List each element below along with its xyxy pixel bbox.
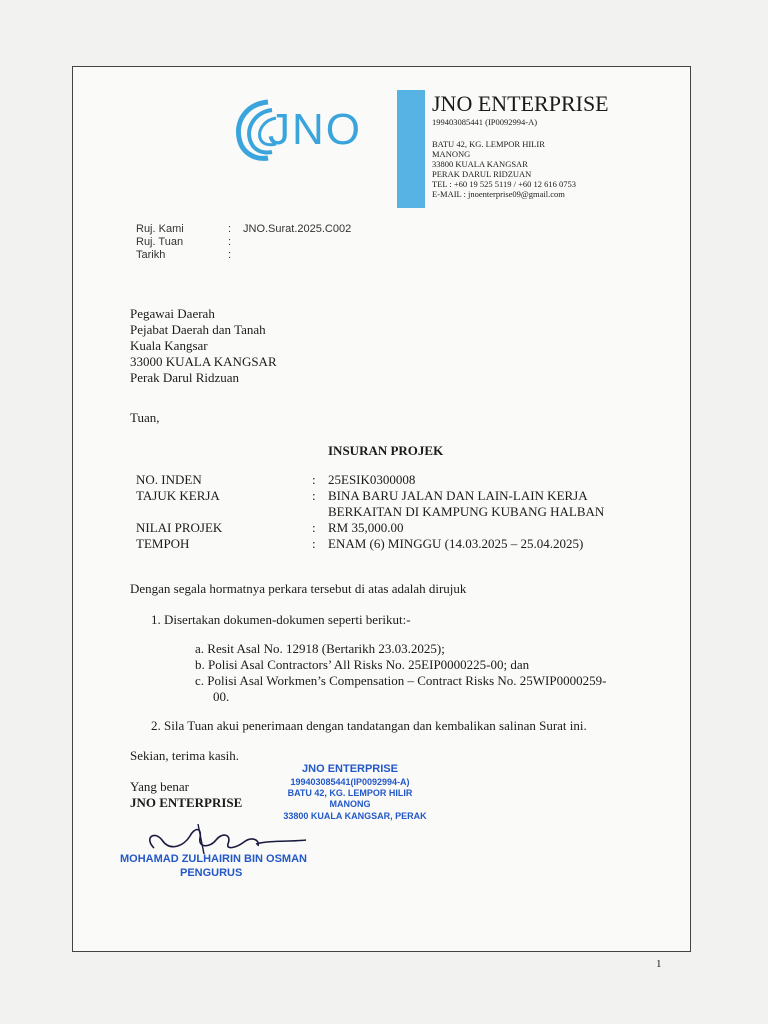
item-2: 2. Sila Tuan akui penerimaan dengan tandatangan dan kembalikan salinan Surat ini. (151, 718, 587, 733)
tajuk-value-line-2: BERKAITAN DI KAMPUNG KUBANG HALBAN (328, 504, 605, 519)
recipient-line-4: 33000 KUALA KANGSAR (130, 354, 277, 369)
signatory-title: PENGURUS (180, 867, 243, 879)
recipient-line-1: Pegawai Daerah (130, 306, 215, 321)
stamp-line-1: JNO ENTERPRISE (302, 763, 398, 775)
nilai-label: NILAI PROJEK (136, 520, 223, 535)
address-line-1: BATU 42, KG. LEMPOR HILIR (432, 139, 545, 149)
item-1: 1. Disertakan dokumen-dokumen seperti berikut:- (151, 612, 411, 627)
subitem-c: c. Polisi Asal Workmen’s Compensation – Contract Risks No. 25WIP0000259- (195, 673, 607, 688)
address-line-4: PERAK DARUL RIDZUAN (432, 169, 532, 179)
intro-paragraph: Dengan segala hormatnya perkara tersebut di atas adalah dirujuk (130, 581, 467, 596)
subitem-a: a. Resit Asal No. 12918 (Bertarikh 23.03.2025); (195, 641, 445, 656)
ref-colon-3: : (228, 249, 232, 261)
ref-colon-2: : (228, 236, 232, 248)
letterhead-accent-bar (397, 90, 425, 208)
stamp-line-4: MANONG (329, 799, 371, 809)
detail-colon-3: : (312, 520, 316, 535)
inden-value: 25ESIK0300008 (328, 472, 416, 487)
recipient-line-5: Perak Darul Ridzuan (130, 370, 240, 385)
ref-colon-1: : (228, 223, 232, 235)
ref-label-tuan: Ruj. Tuan (136, 236, 184, 248)
ref-value-kami: JNO.Surat.2025.C002 (243, 223, 352, 235)
tempoh-value: ENAM (6) MINGGU (14.03.2025 – 25.04.2025) (328, 536, 584, 551)
subitem-c-continued: 00. (213, 689, 230, 704)
inden-label: NO. INDEN (136, 472, 202, 487)
company-email: E-MAIL : jnoenterprise09@gmail.com (432, 189, 565, 199)
ref-label-tarikh: Tarikh (136, 249, 166, 261)
detail-colon-1: : (312, 472, 316, 487)
stamp-line-2: 199403085441(IP0092994-A) (290, 777, 410, 787)
salutation: Tuan, (130, 410, 160, 425)
company-tel: TEL : +60 19 525 5119 / +60 12 616 0753 (432, 179, 577, 189)
tajuk-label: TAJUK KERJA (136, 488, 220, 503)
logo-text: JNO (268, 105, 362, 154)
company-reg-no: 199403085441 (IP0092994-A) (432, 117, 538, 127)
recipient-line-3: Kuala Kangsar (130, 338, 208, 353)
page-number: 1 (656, 958, 662, 970)
stamp-line-5: 33800 KUALA KANGSAR, PERAK (283, 811, 427, 821)
address-line-3: 33800 KUALA KANGSAR (432, 159, 528, 169)
company-name: JNO ENTERPRISE (432, 91, 609, 116)
signatory-name: MOHAMAD ZULHAIRIN BIN OSMAN (120, 853, 307, 865)
address-line-2: MANONG (432, 149, 471, 159)
subitem-b: b. Polisi Asal Contractors’ All Risks No. 25EIP0000225-00; dan (195, 657, 530, 672)
ref-label-kami: Ruj. Kami (136, 223, 184, 235)
detail-colon-2: : (312, 488, 316, 503)
tempoh-label: TEMPOH (136, 536, 190, 551)
tajuk-value-line-1: BINA BARU JALAN DAN LAIN-LAIN KERJA (328, 488, 588, 503)
detail-colon-4: : (312, 536, 316, 551)
yours-faithfully: Yang benar (130, 779, 189, 794)
closing: Sekian, terima kasih. (130, 748, 240, 763)
signature-company: JNO ENTERPRISE (130, 795, 243, 810)
recipient-line-2: Pejabat Daerah dan Tanah (130, 322, 266, 337)
stamp-line-3: BATU 42, KG. LEMPOR HILIR (287, 788, 413, 798)
nilai-value: RM 35,000.00 (328, 520, 404, 535)
subject-title: INSURAN PROJEK (328, 443, 444, 458)
